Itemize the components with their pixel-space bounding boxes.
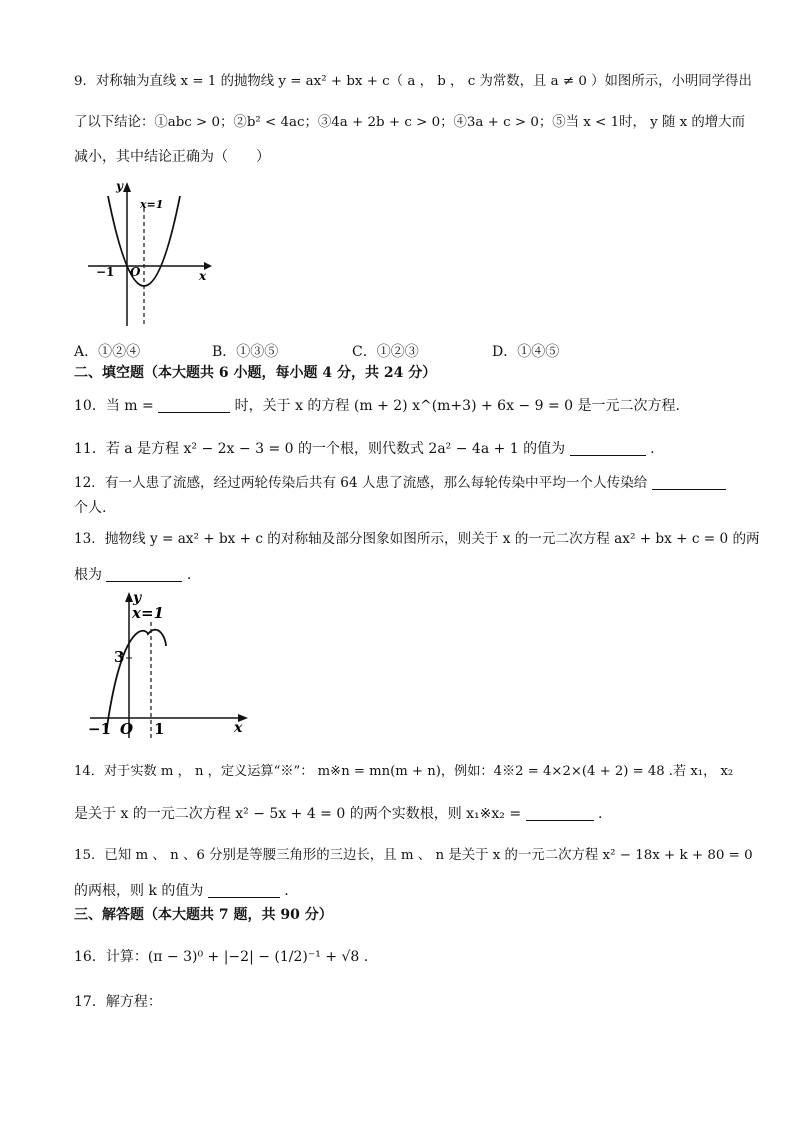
- q9-parabola-graph: [86, 178, 216, 328]
- q10-suffix: 时，关于 x 的方程 (m + 2) x^(m+3) + 6x − 9 = 0 是一元二次方程.: [234, 398, 680, 414]
- q11-prefix: 11．若 a 是方程 x² − 2x − 3 = 0 的一个根，则代数式 2a² − 4a + 1 的值为: [74, 441, 566, 457]
- x-axis-label: x: [199, 269, 207, 283]
- option-d: D．①④⑤: [492, 344, 560, 360]
- q9-line2: 了以下结论：①abc > 0；②b² < 4ac；③4a + 2b + c > 0；④3a + c > 0；⑤当 x < 1时， y 随 x 的增大而: [74, 115, 745, 130]
- y-intercept-label: 3: [114, 648, 125, 666]
- q11-answer-blank[interactable]: [570, 441, 646, 456]
- x-axis-label: x: [234, 720, 243, 736]
- y-axis-label: y: [133, 590, 142, 606]
- q13-prefix: 根为: [74, 567, 102, 583]
- q15-line1: 15．已知 m 、 n 、6 分别是等腰三角形的三边长，且 m 、 n 是关于 x 的一元二次方程 x² − 18x + k + 80 = 0: [74, 848, 753, 863]
- one-label: 1: [154, 720, 165, 738]
- q15-suffix: .: [284, 883, 289, 899]
- q10-prefix: 10．当 m =: [74, 398, 154, 414]
- q12: [74, 475, 726, 491]
- q12-line2: 个人.: [74, 500, 107, 516]
- q12-prefix: 12．有一人患了流感，经过两轮传染后共有 64 人患了流感，那么每轮传染中平均一个人传染给: [74, 475, 648, 491]
- q17: 17．解方程：: [74, 994, 162, 1010]
- symmetry-axis-label: x=1: [140, 198, 164, 211]
- q14-answer-blank[interactable]: [526, 806, 594, 821]
- q14-line2: [74, 806, 602, 821]
- y-axis-label: y: [116, 179, 123, 193]
- q13-line2: [74, 567, 191, 582]
- section-2-heading: 二、填空题（本大题共 6 小题，每小题 4 分，共 24 分）: [74, 365, 437, 381]
- q14-prefix: 是关于 x 的一元二次方程 x² − 5x + 4 = 0 的两个实数根，则 x₁※x₂ =: [74, 806, 522, 822]
- q15-answer-blank[interactable]: [208, 883, 280, 898]
- q10-answer-blank[interactable]: [158, 398, 230, 413]
- q9-line1: 9．对称轴为直线 x = 1 的抛物线 y = ax² + bx + c（ a ， b ， c 为常数，且 a ≠ 0 ）如图所示，小明同学得出: [74, 74, 752, 89]
- y-axis-arrow: [123, 182, 131, 192]
- origin-label: O: [120, 720, 134, 738]
- q13-parabola-graph: [88, 588, 254, 740]
- q13-answer-blank[interactable]: [106, 567, 182, 582]
- q13-suffix: .: [186, 567, 192, 583]
- q11-suffix: .: [650, 441, 655, 457]
- option-b: B．①③⑤: [212, 344, 279, 360]
- q14-line1: 14．对于实数 m ， n ，定义运算“※”： m※n = mn(m + n)，例如：4※2 = 4×2×(4 + 2) = 48 .若 x₁， x₂: [74, 764, 734, 779]
- neg-one-label: −1: [96, 265, 115, 279]
- q16: 16．计算：(π − 3)⁰ + |−2| − (1/2)⁻¹ + √8 .: [74, 949, 369, 965]
- symmetry-axis-label: x=1: [132, 604, 164, 622]
- q10: [74, 398, 680, 413]
- q14-suffix: .: [598, 806, 603, 822]
- q11: [74, 441, 655, 456]
- y-axis-arrow: [125, 592, 133, 602]
- q13-line1: 13．抛物线 y = ax² + bx + c 的对称轴及部分图象如图所示，则关于 x 的一元二次方程 ax² + bx + c = 0 的两: [74, 531, 760, 547]
- q12-answer-blank[interactable]: [652, 475, 726, 490]
- q9-line3: 减小，其中结论正确为（ ）: [74, 149, 270, 165]
- neg-one-label: −1: [88, 720, 112, 738]
- q15-line2: [74, 883, 289, 898]
- section-3-heading: 三、解答题（本大题共 7 题，共 90 分）: [74, 907, 333, 923]
- option-a: A．①②④: [74, 344, 141, 360]
- q15-prefix: 的两根，则 k 的值为: [74, 883, 204, 899]
- origin-label: O: [130, 265, 141, 279]
- option-c: C．①②③: [352, 344, 419, 360]
